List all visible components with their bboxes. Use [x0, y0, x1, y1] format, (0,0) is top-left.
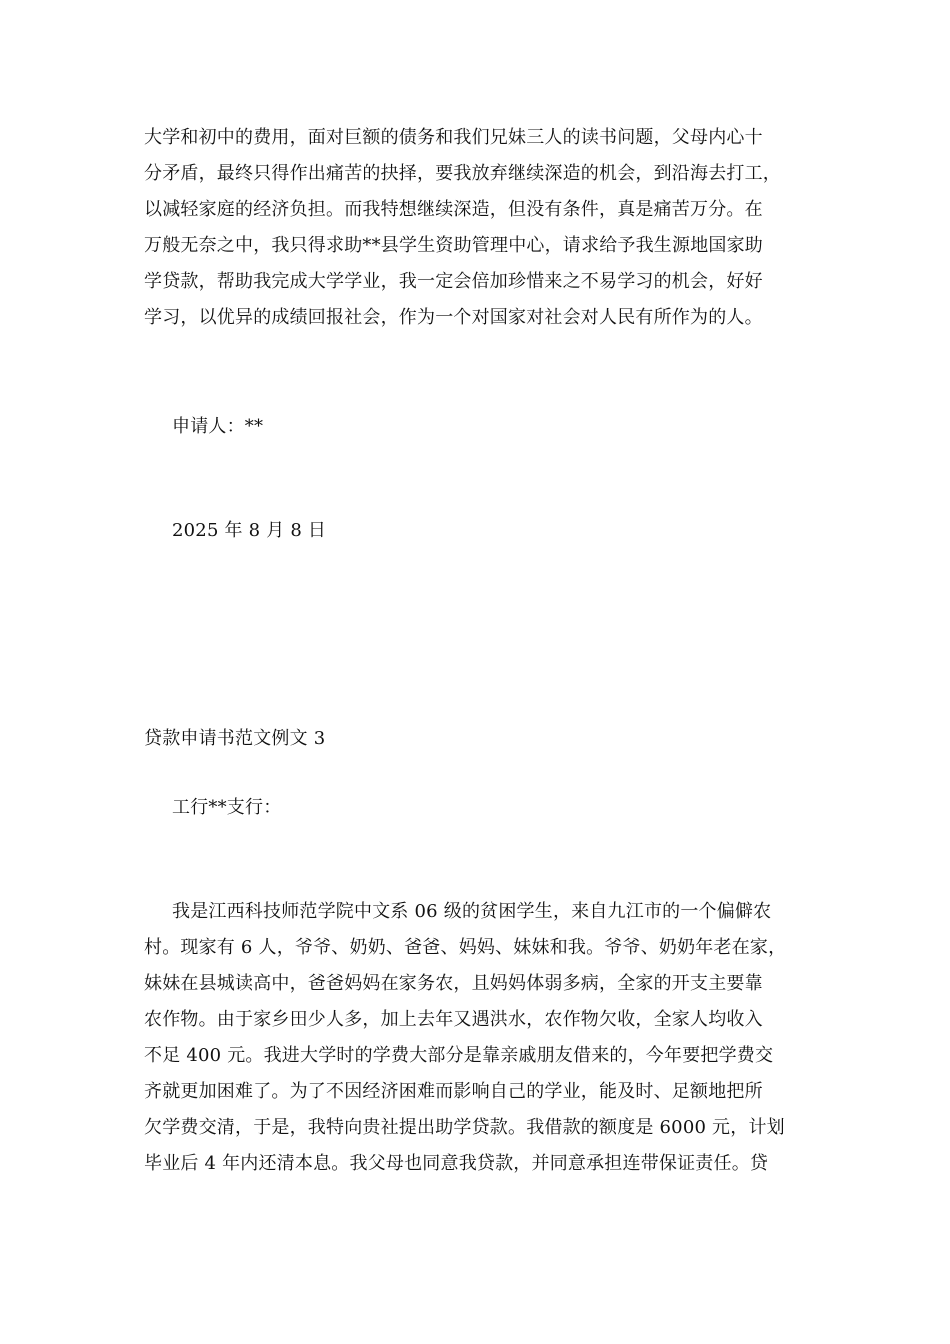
paragraph-line: 齐就更加困难了。为了不因经济困难而影响自己的学业，能及时、足额地把所 [144, 1081, 763, 1102]
paragraph-line: 不足 400 元。我进大学时的学费大部分是靠亲戚朋友借来的，今年要把学费交 [144, 1045, 774, 1066]
application-date: 2025 年 8 月 8 日 [172, 520, 327, 541]
section-title: 贷款申请书范文例文 3 [144, 728, 326, 749]
paragraph-line: 学贷款，帮助我完成大学学业，我一定会倍加珍惜来之不易学习的机会，好好 [144, 271, 763, 292]
paragraph-line: 村。现家有 6 人，爷爷、奶奶、爸爸、妈妈、妹妹和我。爷爷、奶奶年老在家， [144, 937, 787, 958]
applicant-signature: 申请人：** [172, 416, 264, 437]
paragraph-line: 万般无奈之中，我只得求助**县学生资助管理中心，请求给予我生源地国家助 [144, 235, 763, 256]
paragraph-line: 以减轻家庭的经济负担。而我特想继续深造，但没有条件，真是痛苦万分。在 [144, 199, 763, 220]
paragraph-line: 农作物。由于家乡田少人多，加上去年又遇洪水，农作物欠收，全家人均收入 [144, 1009, 763, 1030]
paragraph-line: 欠学费交清，于是，我特向贵社提出助学贷款。我借款的额度是 6000 元，计划 [144, 1117, 785, 1138]
paragraph-line: 毕业后 4 年内还清本息。我父母也同意我贷款，并同意承担连带保证责任。贷 [144, 1153, 769, 1174]
paragraph-line: 大学和初中的费用，面对巨额的债务和我们兄妹三人的读书问题，父母内心十 [144, 127, 763, 148]
paragraph-line: 妹妹在县城读高中，爸爸妈妈在家务农，且妈妈体弱多病，全家的开支主要靠 [144, 973, 763, 994]
paragraph-line: 分矛盾，最终只得作出痛苦的抉择，要我放弃继续深造的机会，到沿海去打工， [144, 163, 781, 184]
paragraph-line: 我是江西科技师范学院中文系 06 级的贫困学生，来自九江市的一个偏僻农 [172, 901, 772, 922]
salutation: 工行**支行： [172, 797, 282, 818]
paragraph-line: 学习，以优异的成绩回报社会，作为一个对国家对社会对人民有所作为的人。 [144, 307, 763, 328]
